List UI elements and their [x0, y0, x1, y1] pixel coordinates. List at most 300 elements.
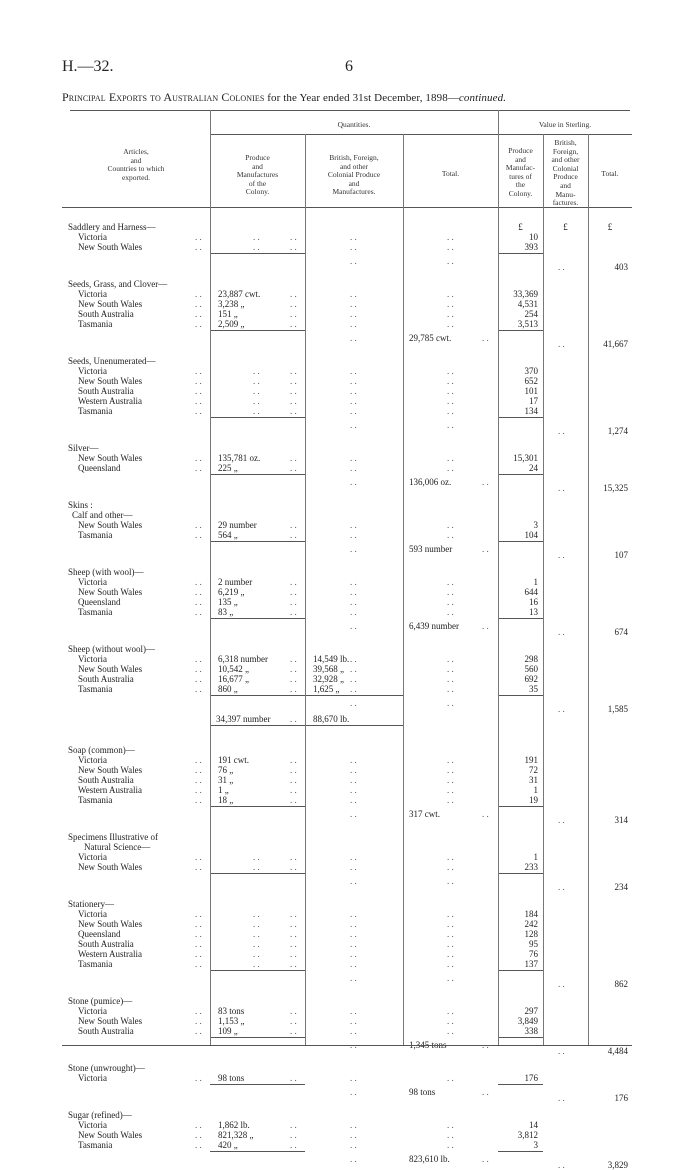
section-heading: Saddlery and Harness—: [68, 222, 156, 232]
leader-dots: . .: [447, 1016, 454, 1026]
quantities-heading: Quantities.: [337, 120, 371, 129]
column-divider: [588, 134, 589, 1045]
country-name: New South Wales: [78, 376, 143, 386]
section-heading: Silver—: [68, 443, 99, 453]
section-heading: Stone (unwrought)—: [68, 1063, 145, 1073]
country-name: South Australia: [78, 775, 134, 785]
country-name: New South Wales: [78, 919, 143, 929]
leader-dots: . .: [290, 587, 297, 597]
leader-dots: . .: [482, 809, 489, 819]
leader-dots: . .: [447, 795, 454, 805]
leader-dots: . .: [447, 1120, 454, 1130]
value-total-heading: Total.: [601, 169, 619, 178]
produce-quantity: 109 „: [218, 1026, 238, 1036]
subtotal-rule: [498, 970, 543, 971]
leader-dots: . .: [195, 1130, 202, 1140]
leader-dots: . .: [447, 862, 454, 872]
leader-dots: . .: [195, 674, 202, 684]
produce-quantity: 2 number: [218, 577, 253, 587]
leader-dots: . .: [290, 939, 297, 949]
total-value: 862: [614, 979, 628, 989]
country-name: Queensland: [78, 463, 121, 473]
leader-dots: . .: [447, 366, 454, 376]
leader-dots: . .: [290, 909, 297, 919]
country-name: Tasmania: [78, 406, 113, 416]
value-produce: 297: [524, 1006, 538, 1016]
value-produce: 72: [529, 765, 538, 775]
leader-dots: . .: [447, 664, 454, 674]
leader-dots: . .: [195, 775, 202, 785]
leader-dots: . .: [195, 520, 202, 530]
subtotal-rule: [210, 725, 305, 726]
leader-dots: . .: [447, 232, 454, 242]
leader-dots: . .: [350, 664, 357, 674]
leader-dots: . .: [350, 309, 357, 319]
leader-dots: . .: [290, 597, 297, 607]
total-value: 3,829: [607, 1160, 628, 1170]
value-produce: 1: [533, 577, 538, 587]
subtotal-rule: [210, 873, 305, 874]
country-name: Western Australia: [78, 785, 143, 795]
leader-dots: . .: [195, 909, 202, 919]
leader-dots: . .: [447, 597, 454, 607]
leader-dots: . .: [350, 597, 357, 607]
country-name: Victoria: [78, 1006, 107, 1016]
leader-dots: . .: [447, 587, 454, 597]
leader-dots: . .: [350, 242, 357, 252]
leader-dots: . .: [350, 852, 357, 862]
produce-quantity: 18 „: [218, 795, 234, 805]
leader-dots: . .: [350, 684, 357, 694]
leader-dots: . .: [447, 406, 454, 416]
leader-dots: . .: [350, 959, 357, 969]
leader-dots: . .: [447, 520, 454, 530]
leader-dots: . .: [350, 862, 357, 872]
leader-dots: . .: [350, 654, 357, 664]
leader-dots: . .: [558, 426, 565, 436]
subtotal-rule: [210, 474, 305, 475]
country-name: New South Wales: [78, 520, 143, 530]
value-produce: 560: [524, 664, 538, 674]
leader-dots: . .: [350, 1154, 357, 1164]
subtotal-rule: [210, 618, 305, 619]
total-value: 15,325: [603, 483, 628, 493]
leader-dots: . .: [447, 775, 454, 785]
leader-dots: . .: [195, 309, 202, 319]
produce-quantity: 135,781 oz.: [218, 453, 261, 463]
total-qty-heading: Total.: [441, 169, 460, 178]
subtotal-rule: [210, 541, 305, 542]
table-title: [62, 90, 506, 105]
leader-dots: . .: [195, 232, 202, 242]
leader-dots: . .: [253, 939, 260, 949]
total-quantity: 6,439 number: [409, 621, 459, 631]
country-name: South Australia: [78, 1026, 134, 1036]
leader-dots: . .: [350, 755, 357, 765]
leader-dots: . .: [447, 1073, 454, 1083]
leader-dots: . .: [350, 809, 357, 819]
country-name: Victoria: [78, 366, 107, 376]
leader-dots: . .: [290, 795, 297, 805]
value-produce: 17: [529, 396, 538, 406]
value-produce-heading: Produce and Manufac- tures of the Colony.: [505, 146, 536, 198]
leader-dots: . .: [558, 339, 565, 349]
leader-dots: . .: [195, 386, 202, 396]
value-underline: [498, 134, 632, 135]
produce-quantity: 76 „: [218, 765, 234, 775]
value-produce: 644: [524, 587, 538, 597]
value-british-heading: British, Foreign, and other Colonial Produce and Manu- factures.: [551, 138, 580, 208]
value-produce: 692: [524, 674, 538, 684]
produce-quantity: 31 „: [218, 775, 234, 785]
leader-dots: . .: [350, 376, 357, 386]
value-produce: 4,531: [517, 299, 538, 309]
leader-dots: . .: [350, 1040, 357, 1050]
section-heading: Stone (pumice)—: [68, 996, 133, 1006]
country-name: Tasmania: [78, 959, 113, 969]
leader-dots: . .: [195, 1073, 202, 1083]
leader-dots: . .: [350, 477, 357, 487]
subtotal-rule: [498, 474, 543, 475]
leader-dots: . .: [253, 366, 260, 376]
subtotal-rule: [210, 1037, 305, 1038]
country-name: Tasmania: [78, 530, 113, 540]
value-produce: 370: [524, 366, 538, 376]
country-name: South Australia: [78, 386, 134, 396]
leader-dots: . .: [253, 406, 260, 416]
leader-dots: . .: [195, 1120, 202, 1130]
leader-dots: . .: [195, 406, 202, 416]
leader-dots: . .: [195, 795, 202, 805]
total-quantity: 317 cwt.: [409, 809, 440, 819]
leader-dots: . .: [350, 765, 357, 775]
subtotal-rule: [498, 417, 543, 418]
leader-dots: . .: [447, 939, 454, 949]
leader-dots: . .: [350, 1140, 357, 1150]
total-quantity: 1,345 tons: [409, 1040, 447, 1050]
pound-sign: £: [563, 222, 568, 232]
leader-dots: . .: [350, 453, 357, 463]
leader-dots: . .: [447, 876, 454, 886]
value-produce: 1: [533, 785, 538, 795]
value-produce: 233: [524, 862, 538, 872]
leader-dots: . .: [447, 289, 454, 299]
section-heading: Sheep (with wool)—: [68, 567, 144, 577]
value-produce: 31: [529, 775, 538, 785]
leader-dots: . .: [290, 775, 297, 785]
value-produce: 35: [529, 684, 538, 694]
produce-quantity: 16,677 „: [218, 674, 249, 684]
leader-dots: . .: [253, 376, 260, 386]
leader-dots: . .: [253, 852, 260, 862]
total-value: 107: [614, 550, 628, 560]
leader-dots: . .: [447, 674, 454, 684]
value-produce: 33,369: [513, 289, 538, 299]
section-heading: Sugar (refined)—: [68, 1110, 132, 1120]
produce-quantity: 135 „: [218, 597, 238, 607]
leader-dots: . .: [290, 366, 297, 376]
leader-dots: . .: [290, 463, 297, 473]
value-produce: 254: [524, 309, 538, 319]
leader-dots: . .: [195, 852, 202, 862]
leader-dots: . .: [350, 577, 357, 587]
leader-dots: . .: [195, 587, 202, 597]
country-name: New South Wales: [78, 1130, 143, 1140]
leader-dots: . .: [195, 597, 202, 607]
value-produce: 13: [529, 607, 538, 617]
leader-dots: . .: [350, 232, 357, 242]
leader-dots: . .: [350, 929, 357, 939]
total-value: 41,667: [603, 339, 628, 349]
leader-dots: . .: [447, 1026, 454, 1036]
produce-quantity: 6,219 „: [218, 587, 245, 597]
leader-dots: . .: [558, 483, 565, 493]
value-produce: 19: [529, 795, 538, 805]
country-name: Western Australia: [78, 949, 143, 959]
british-heading: British, Foreign, and other Colonial Produce and Manufactures.: [327, 153, 381, 197]
leader-dots: . .: [447, 785, 454, 795]
value-produce: 15,301: [513, 453, 538, 463]
leader-dots: . .: [290, 232, 297, 242]
leader-dots: . .: [253, 396, 260, 406]
subtotal-rule: [210, 417, 305, 418]
leader-dots: . .: [290, 1130, 297, 1140]
leader-dots: . .: [195, 664, 202, 674]
subtotal-rule: [210, 330, 305, 331]
leader-dots: . .: [482, 1040, 489, 1050]
subtotal-rule: [210, 1151, 305, 1152]
leader-dots: . .: [290, 1140, 297, 1150]
value-produce: 176: [524, 1073, 538, 1083]
leader-dots: . .: [482, 477, 489, 487]
leader-dots: . .: [195, 765, 202, 775]
leader-dots: . .: [290, 714, 297, 724]
produce-quantity: 23,887 cwt.: [218, 289, 261, 299]
leader-dots: . .: [447, 909, 454, 919]
leader-dots: . .: [350, 973, 357, 983]
leader-dots: . .: [447, 376, 454, 386]
leader-dots: . .: [195, 785, 202, 795]
leader-dots: . .: [447, 396, 454, 406]
column-divider: [210, 110, 211, 1045]
subtotal-rule: [210, 1084, 305, 1085]
total-quantity: 823,610 lb.: [409, 1154, 450, 1164]
leader-dots: . .: [253, 232, 260, 242]
leader-dots: . .: [290, 453, 297, 463]
country-name: Queensland: [78, 597, 121, 607]
value-produce: 242: [524, 919, 538, 929]
quantities-underline: [210, 134, 498, 135]
leader-dots: . .: [558, 627, 565, 637]
column-divider: [498, 110, 499, 1045]
leader-dots: . .: [290, 289, 297, 299]
leader-dots: . .: [447, 959, 454, 969]
leader-dots: . .: [290, 396, 297, 406]
leader-dots: . .: [350, 366, 357, 376]
leader-dots: . .: [447, 1006, 454, 1016]
leader-dots: . .: [290, 1026, 297, 1036]
leader-dots: . .: [290, 654, 297, 664]
leader-dots: . .: [350, 775, 357, 785]
total-quantity: 29,785 cwt.: [409, 333, 452, 343]
produce-quantity: 1,862 lb.: [218, 1120, 250, 1130]
value-produce: 338: [524, 1026, 538, 1036]
leader-dots: . .: [195, 939, 202, 949]
country-name: Victoria: [78, 232, 107, 242]
page-number: 6: [345, 58, 353, 75]
subtotal-british: 88,670 lb.: [313, 714, 350, 724]
country-name: Victoria: [78, 852, 107, 862]
total-value: 674: [614, 627, 628, 637]
subtotal-rule: [498, 1084, 543, 1085]
subtotal-rule: [498, 873, 543, 874]
country-name: South Australia: [78, 674, 134, 684]
leader-dots: . .: [447, 463, 454, 473]
value-produce: 76: [529, 949, 538, 959]
leader-dots: . .: [290, 1120, 297, 1130]
leader-dots: . .: [290, 299, 297, 309]
leader-dots: . .: [447, 852, 454, 862]
subtotal-rule: [210, 806, 305, 807]
section-heading: Sheep (without wool)—: [68, 644, 155, 654]
subtotal-rule: [210, 253, 305, 254]
value-produce: 3,812: [517, 1130, 538, 1140]
leader-dots: . .: [290, 862, 297, 872]
country-name: New South Wales: [78, 242, 143, 252]
produce-quantity: 6,318 number: [218, 654, 268, 664]
leader-dots: . .: [447, 299, 454, 309]
leader-dots: . .: [290, 1006, 297, 1016]
leader-dots: . .: [290, 674, 297, 684]
leader-dots: . .: [253, 909, 260, 919]
leader-dots: . .: [447, 755, 454, 765]
leader-dots: . .: [253, 949, 260, 959]
leader-dots: . .: [482, 621, 489, 631]
leader-dots: . .: [482, 1154, 489, 1164]
produce-quantity: 564 „: [218, 530, 238, 540]
leader-dots: . .: [350, 1073, 357, 1083]
produce-quantity: 83 tons: [218, 1006, 245, 1016]
document-code: H.—32.: [62, 58, 114, 75]
country-name: New South Wales: [78, 587, 143, 597]
leader-dots: . .: [290, 852, 297, 862]
section-heading: Specimens Illustrative of: [68, 832, 158, 842]
leader-dots: . .: [482, 333, 489, 343]
title-rest: for the Year ended 31st December, 1898—: [264, 92, 459, 104]
country-name: Victoria: [78, 1073, 107, 1083]
value-produce: 3,849: [517, 1016, 538, 1026]
leader-dots: . .: [558, 882, 565, 892]
leader-dots: . .: [350, 289, 357, 299]
leader-dots: . .: [195, 862, 202, 872]
leader-dots: . .: [195, 376, 202, 386]
leader-dots: . .: [253, 919, 260, 929]
leader-dots: . .: [290, 309, 297, 319]
country-name: Victoria: [78, 1120, 107, 1130]
leader-dots: . .: [253, 959, 260, 969]
subtotal-rule: [498, 618, 543, 619]
country-name: New South Wales: [78, 453, 143, 463]
leader-dots: . .: [290, 530, 297, 540]
leader-dots: . .: [195, 755, 202, 765]
leader-dots: . .: [447, 607, 454, 617]
leader-dots: . .: [447, 698, 454, 708]
country-name: Victoria: [78, 289, 107, 299]
leader-dots: . .: [447, 765, 454, 775]
leader-dots: . .: [350, 1120, 357, 1130]
title-continued: continued.: [458, 92, 507, 104]
produce-quantity: 225 „: [218, 463, 238, 473]
value-produce: 128: [524, 929, 538, 939]
leader-dots: . .: [290, 607, 297, 617]
leader-dots: . .: [195, 959, 202, 969]
country-name: Tasmania: [78, 795, 113, 805]
leader-dots: . .: [290, 406, 297, 416]
leader-dots: . .: [195, 684, 202, 694]
leader-dots: . .: [447, 309, 454, 319]
leader-dots: . .: [195, 396, 202, 406]
leader-dots: . .: [290, 1016, 297, 1026]
leader-dots: . .: [447, 654, 454, 664]
title-lead: Principal Exports to Australian Colonies: [62, 90, 265, 104]
leader-dots: . .: [290, 664, 297, 674]
column-divider: [403, 134, 404, 1045]
produce-quantity: 151 „: [218, 309, 238, 319]
value-heading: Value in Sterling.: [538, 120, 592, 129]
leader-dots: . .: [350, 876, 357, 886]
leader-dots: . .: [195, 299, 202, 309]
section-heading: Soap (common)—: [68, 745, 135, 755]
leader-dots: . .: [350, 1026, 357, 1036]
british-quantity: 14,549 lb.: [313, 654, 350, 664]
country-name: Western Australia: [78, 396, 143, 406]
leader-dots: . .: [195, 1026, 202, 1036]
country-name: New South Wales: [78, 862, 143, 872]
value-produce: 298: [524, 654, 538, 664]
section-heading: Calf and other—: [72, 510, 133, 520]
leader-dots: . .: [558, 1160, 565, 1170]
leader-dots: . .: [350, 939, 357, 949]
total-value: 314: [614, 815, 628, 825]
leader-dots: . .: [350, 698, 357, 708]
leader-dots: . .: [350, 333, 357, 343]
section-heading: Seeds, Unenumerated—: [68, 356, 156, 366]
produce-quantity: 860 „: [218, 684, 238, 694]
leader-dots: . .: [195, 366, 202, 376]
value-produce: 3,513: [517, 319, 538, 329]
leader-dots: . .: [447, 319, 454, 329]
leader-dots: . .: [558, 979, 565, 989]
value-produce: 95: [529, 939, 538, 949]
leader-dots: . .: [447, 684, 454, 694]
value-produce: 3: [533, 520, 538, 530]
leader-dots: . .: [290, 949, 297, 959]
leader-dots: . .: [447, 256, 454, 266]
subtotal-rule: [498, 695, 543, 696]
leader-dots: . .: [447, 973, 454, 983]
leader-dots: . .: [350, 949, 357, 959]
leader-dots: . .: [558, 1046, 565, 1056]
subtotal-rule: [498, 330, 543, 331]
leader-dots: . .: [447, 577, 454, 587]
leader-dots: . .: [195, 607, 202, 617]
total-value: 1,585: [607, 704, 628, 714]
total-value: 1,274: [607, 426, 628, 436]
leader-dots: . .: [195, 654, 202, 664]
leader-dots: . .: [195, 289, 202, 299]
leader-dots: . .: [290, 386, 297, 396]
leader-dots: . .: [195, 242, 202, 252]
